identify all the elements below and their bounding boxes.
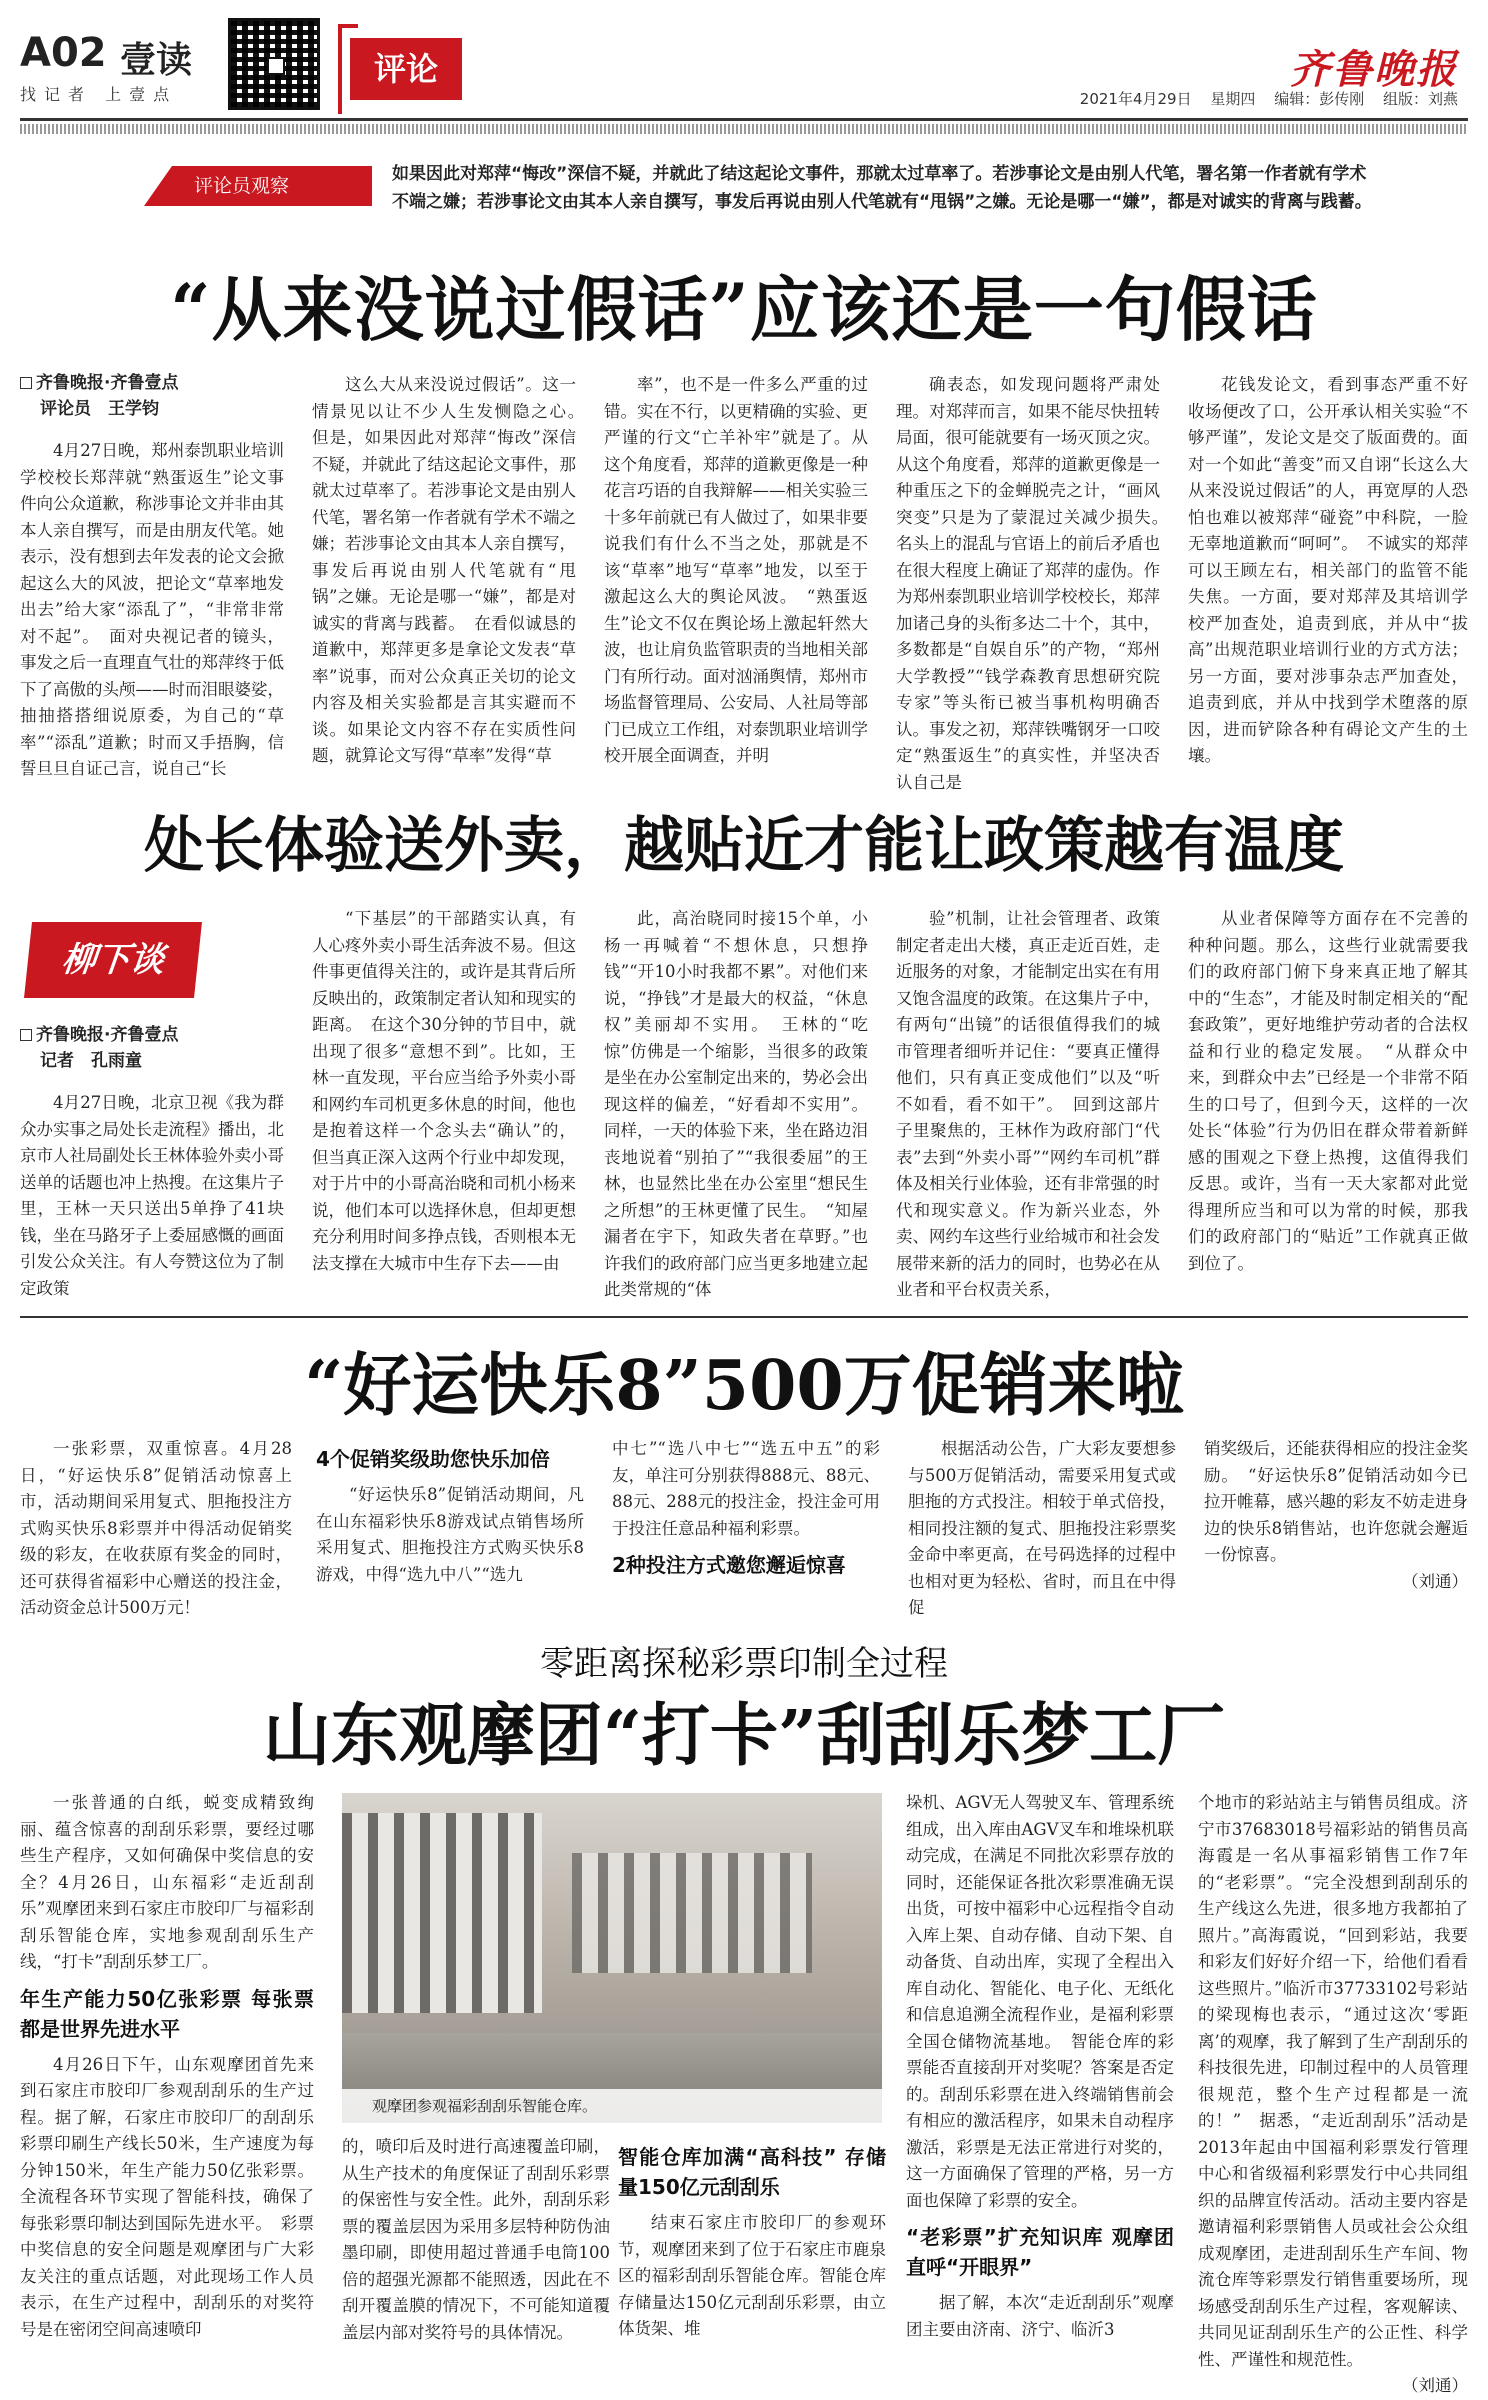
paragraph: 结束石家庄市胶印厂的参观环节，观摩团来到了位于石家庄市鹿泉区的福彩刮刮乐智能仓库。智能仓库存储量达150亿元刮刮乐彩票，由立体货架、堆 [618, 2213, 886, 2338]
byline-outlet: 齐鲁晚报·齐鲁壹点 [36, 1025, 179, 1045]
page-number: A02 [20, 30, 107, 76]
paragraph: 确表态，如发现问题将严肃处理。对郑萍而言，如果不能尽快扭转局面，很可能就要有一场灭顶之灾。从这个角度看，郑萍的道歉更像是一种重压之下的金蝉脱壳之计，“画风突变”只是为了蒙混过关减少损失。 名头上的混乱与官语上的前后矛盾也在很大程度上确证了郑萍的虚伪。作为郑州泰凯职业培训学校校长，郑萍加诸己身的头衔多达二十个，其中，多数都是“自娱自乐”的产物，“郑州大学教授”“钱学森教育思想研究院专家”等头衔已被当事机构明确否认。事发之初，郑萍铁嘴钢牙一口咬定“熟蛋返生”的真实性，并坚决否认自己是 [896, 375, 1177, 792]
article3-col-1 [20, 1436, 292, 1616]
article2-col-1 [20, 1090, 284, 1306]
article2-title: 处长体验送外卖，越贴近才能让政策越有温度 [144, 811, 1344, 881]
paragraph: 4月27日晚，郑州泰凯职业培训学校校长郑萍就“熟蛋返生”论文事件向公众道歉，称涉事论文并非由其本人亲自撰写，而是由朋友代笔。她表示，没有想到去年发表的论文会掀起这么大的风波，把论文“草率地发出去”给大家“添乱了”，“非常非常对不起”。 面对央视记者的镜头，事发之后一直理直气壮的郑萍终于低下了高傲的头颅——时而泪眼婆娑，抽抽搭搭细说原委，为自己的“草率”“添乱”道歉；时而又手捂胸，信誓旦旦自证己言，说自己“长 [20, 441, 284, 778]
paragraph: 从业者保障等方面存在不完善的种种问题。那么，这些行业就需要我们的政府部门俯下身来真正地了解其中的“生态”，才能及时制定相关的“配套政策”，更好地维护劳动者的合法权益和行业的稳定发展。 “从群众中来，到群众中去”已经是一个非常不陌生的口号了，但到今天，这样的一次处长“体验”行为仍旧在群众带着新鲜感的围观之下登上热搜，这值得我们反思。或许，当有一天大家都对此觉得理所应当和可以为常的时候，那我们的政府部门的“贴近”工作就真正做到位了。 [1188, 909, 1468, 1273]
paragraph: 4月26日下午，山东观摩团首先来到石家庄市胶印厂参观刮刮乐的生产过程。据了解，石家庄市胶印厂的刮刮乐彩票印刷生产线长50米，生产速度为每分钟150米，年生产能力50亿张彩票。全流程各环节实现了智能科技，确保了每张彩票印制达到国际先进水平。 彩票中奖信息的安全问题是观摩团与广大彩友关注的重点话题，对此现场工作人员表示，在生产过程中，刮刮乐的对奖符号是在密闭空间高速喷印 [20, 2054, 314, 2339]
article3-col-5 [1204, 1436, 1468, 1616]
column-tag: 柳下谈 [24, 922, 202, 998]
article1-col-2 [312, 372, 593, 778]
paragraph: 花钱发论文，看到事态严重不好收场便改了口，公开承认相关实验“不够严谨”，发论文是交了版面费的。面对一个如此“善变”而又自诩“长这么大从来没说过假话”的人，再宽厚的人恐怕也难以被郑萍“碰瓷”中科院，一脸无辜地道歉而“呵呵”。 不诚实的郑萍可以王顾左右，相关部门的监管不能失焦。一方面，要对郑萍及其培训学校严加查处，追责到底，并从中“拔高”出规范职业培训行业的方式方法；另一方面，要对涉事杂志严加查处，追责到底，并从中找到学术堕落的原因，进而铲除各种有碍论文产生的土壤。 [1188, 375, 1468, 765]
article3-col-4 [908, 1436, 1176, 1616]
newspaper-logo: 齐鲁晚报 [1290, 46, 1458, 93]
article3-subhead-2: 2种投注方式邀您邂逅惊喜 [612, 1553, 846, 1577]
paragraph: 根据活动公告，广大彩友要想参与500万促销活动，需要采用复式或胆拖的方式投注。相较于单式倍投，相同投注额的复式、胆拖投注彩票奖金命中率更高，在号码选择的过程中也相对更为轻松、省时，而且在中得促 [908, 1439, 1176, 1617]
paragraph: 4月27日晚，北京卫视《我为群众办实事之局处长走流程》播出，北京市人社局副处长王林体验外卖小哥送单的话题也冲上热搜。在这集片子里，王林一天只送出5单挣了41块钱，坐在马路牙子上委屈感慨的画面引发公众关注。有人夸赞这位为了制定政策 [20, 1093, 284, 1298]
issue-meta [1066, 88, 1458, 109]
article4-subtitle: 零距离探秘彩票印制全过程 [540, 1644, 948, 1684]
byline-author: 评论员 王学钧 [40, 399, 159, 419]
paragraph: 垛机、AGV无人驾驶叉车、管理系统组成，出入库由AGV叉车和堆垛机联动完成，在满足不同批次彩票存放的同时，还能保证各批次彩票准确无误出货，可按中福彩中心远程指令自动入库上架、自动存储、自动下架、自动备货、自动出库，实现了全程出入库自动化、智能化、电子化、无纸化和信息追溯全流程作业，是福利彩票全国仓储物流基地。 智能仓库的彩票能否直接刮开对奖呢？答案是否定的。刮刮乐彩票在进入终端销售前会有相应的激活程序，如果未自动程序激活，彩票是无法正常进行对奖的，这一方面确保了管理的严格，另一方面也保障了彩票的安全。 [906, 1793, 1175, 2210]
issue-date: 2021年4月29日 [1079, 90, 1192, 108]
section-name: 壹读 [120, 40, 193, 81]
issue-weekday: 星期四 [1210, 90, 1256, 108]
box-icon [20, 1029, 32, 1041]
article1-title: “从来没说过假话”应该还是一句假话 [170, 268, 1318, 351]
article1-col-3 [604, 372, 868, 778]
paragraph: 验”机制，让社会管理者、政策制定者走出大楼，真正走近百姓，走近服务的对象，才能制定出实在有用又饱含温度的政策。在这集片子中，有两句“出镜”的话很值得我们的城市管理者细听并记住：“要真正懂得他们，只有真正变成他们”以及“听不如看，看不如干”。 回到这部片子里聚焦的，王林作为政府部门“代表”去到“外卖小哥”“网约车司机”群体及相关行业体验，还有非常强的时代和现实意义。作为新兴业态，外卖、网约车这些行业给城市和社会发展带来新的活力的同时，也势必在从业者和平台权责关系， [896, 909, 1160, 1299]
article4-col-3 [618, 2134, 886, 2385]
article2-col-2 [312, 906, 576, 1306]
header-rule [20, 118, 1468, 121]
photo-shelf [572, 1853, 812, 1973]
article1-col-4 [896, 372, 1177, 792]
article1-lead: 如果因此对郑萍“悔改”深信不疑，并就此了结这起论文事件，那就太过草率了。若涉事论文是由别人代笔，署名第一作者就有学术不端之嫌；若涉事论文由其本人亲自撰写，事发后再说由别人代笔就有“甩锅”之嫌。无论是哪一“嫌”，都是对诚实的背离与践蓄。 [392, 164, 1372, 212]
paragraph: “好运快乐8”促销活动期间，凡在山东福彩快乐8游戏试点销售场所采用复式、胆拖投注方式购买快乐8游戏，中得“选九中八”“选九 [316, 1485, 584, 1584]
box-icon [20, 377, 32, 389]
article4-subhead-1: 年生产能力50亿张彩票 每张票都是世界先进水平 [20, 1986, 314, 2041]
article1-col-1 [20, 438, 284, 778]
article3-title: “好运快乐8”500万促销来啦 [304, 1346, 1184, 1426]
warehouse-photo [342, 1793, 882, 2123]
paragraph: 一张普通的白纸，蜕变成精致绚丽、蕴含惊喜的刮刮乐彩票，要经过哪些生产程序，又如何确保中奖信息的安全？4月26日，山东福彩“走近刮刮乐”观摩团来到石家庄市胶印厂与福彩刮刮乐智能仓库，实地参观刮刮乐生产线，“打卡”刮刮乐梦工厂。 [20, 1793, 314, 1971]
article1-byline [20, 370, 270, 422]
qr-code-icon[interactable] [228, 18, 320, 110]
paragraph: 个地市的彩站站主与销售员组成。济宁市37683018号福彩站的销售员高海霞是一名从事福彩销售工作7年的“老彩票”。“完全没想到刮刮乐的生产线这么先进，很多地方我都拍了照片。”高海霞说，“回到彩站，我要和彩友们好好介绍一下，给他们看看这些照片。”临沂市37733102号彩站的梁现梅也表示，“通过这次‘零距离’的观摩，我了解到了生产刮刮乐的科技很先进，印制过程中的人员管理很规范，整个生产过程都是一流的！” 据悉，“走近刮刮乐”活动是2013年起由中国福利彩票发行管理中心和省级福利彩票发行中心共同组织的品牌宣传活动。活动主要内容是邀请福利彩票销售人员或社会公众组成观摩团，走进刮刮乐生产车间、物流仓库等彩票发行销售重要场所，现场感受刮刮乐生产过程，客观解读、共同见证刮刮乐生产的公正性、科学性、严谨性和规范性。 [1198, 1793, 1468, 2369]
article4-col-5 [1198, 1790, 1468, 2395]
article2-col-4 [896, 906, 1160, 1306]
section-tag: 评论 [350, 38, 462, 100]
article4-subhead-3: “老彩票”扩充知识库 观摩团直呼“开眼界” [906, 2225, 1174, 2279]
commentary-tag: 评论员观察 [172, 166, 372, 206]
article4-col-4 [906, 1790, 1174, 2385]
article3-col-2 [316, 1436, 584, 1616]
article2-col-5 [1188, 906, 1468, 1306]
photo-caption: 观摩团参观福彩刮刮乐智能仓库。 [342, 2089, 882, 2123]
paragraph: 一张彩票，双重惊喜。4月28日，“好运快乐8”促销活动惊喜上市，活动期间采用复式、胆拖投注方式购买快乐8彩票并中得活动促销奖级的彩友，在收获原有奖金的同时，还可获得省福彩中心赠送的投注金，活动资金总计500万元！ [20, 1439, 292, 1617]
article4-subhead-2: 智能仓库加满“高科技” 存储量150亿元刮刮乐 [618, 2145, 886, 2199]
article3-author: （刘通） [1402, 1571, 1468, 1591]
paragraph: 此，高治晓同时接15个单，小杨一再喊着“不想休息，只想挣钱”“开10小时我都不累”。对他们来说，“挣钱”才是最大的权益，“休息权”美丽却不实用。 王林的“吃惊”仿佛是一个缩影，当很多的政策是坐在办公室制定出来的，势必会出现这样的偏差，“好看却不实用”。同样，一天的体验下来，坐在路边泪丧地说着“别拍了”“我很委屈”的王林，也显然比坐在办公室里“想民生之所想”的王林更懂了民生。 “知屋漏者在宇下，知政失者在草野。”也许我们的政府部门应当更多地建立起此类常规的“体 [604, 909, 868, 1299]
article4-title: 山东观摩团“打卡”刮刮乐梦工厂 [262, 1696, 1226, 1776]
paragraph: 这么大从来没说过假话”。这一情景见以让不少人生发恻隐之心。 但是，如果因此对郑萍“悔改”深信不疑，并就此了结这起论文事件，那就太过草率了。若涉事论文是由别人代笔，署名第一作者就有学术不端之嫌；若涉事论文由其本人亲自撰写，事发后再说由别人代笔就有“甩锅”之嫌。无论是哪一“嫌”，都是对诚实的背离与践蓄。 在看似诚恳的道歉中，郑萍更多是拿论文发表“草率”说事，而对公众真正关切的论文内容及相关实验都是言其实避而不谈。如果论文内容不存在实质性问题，就算论文写得“草率”发得“草 [312, 375, 593, 765]
header-dotted-rule [20, 124, 1468, 134]
slogan: 找记者 上壹点 [20, 85, 178, 104]
article2-byline [20, 1022, 284, 1074]
paragraph: “下基层”的干部踏实认真，有人心疼外卖小哥生活奔波不易。但这件事更值得关注的，或许是其背后所反映出的，政策制定者认知和现实的距离。 在这个30分钟的节目中，就出现了很多“意想不到”。比如，王林一直发现，平台应当给予外卖小哥和网约车司机更多休息的时间，他也是抱着这样一个念头去“确认”的，但当真正深入这两个行业中却发现，对于片中的小哥高治晓和司机小杨来说，他们本可以选择休息，但却更想充分利用时间多挣点钱，否则根本无法支撑在大城市中生存下去——由 [312, 909, 576, 1273]
paragraph: 据了解，本次“走近刮刮乐”观摩团主要由济南、济宁、临沂3 [906, 2293, 1174, 2339]
layout-credit: 组版：刘燕 [1382, 90, 1458, 108]
paragraph: 的，喷印后及时进行高速覆盖印刷，从生产技术的角度保证了刮刮乐彩票的保密性与安全性。此外，刮刮乐彩票的覆盖层因为采用多层特种防伪油墨印刷，即使用超过普通手电筒100倍的超强光源都不能照透，因此在不刮开覆盖膜的情况下，不可能知道覆盖层内部对奖符号的具体情况。 [342, 2137, 610, 2342]
paragraph: 销奖级后，还能获得相应的投注金奖励。 “好运快乐8”促销活动如今已拉开帷幕，感兴趣的彩友不妨走进身边的快乐8销售站，也许您就会邂逅一份惊喜。 [1204, 1439, 1468, 1564]
editor-credit: 编辑：彭传刚 [1274, 90, 1365, 108]
paragraph: 中七”“选八中七”“选五中五”的彩友，单注可分别获得888元、88元、88元、288元的投注金，投注金可用于投注任意品种福利彩票。 [612, 1439, 880, 1538]
article3-col-3 [612, 1436, 880, 1616]
section-divider [20, 1316, 1468, 1318]
article2-col-3 [604, 906, 868, 1306]
paragraph: 率”，也不是一件多么严重的过错。实在不行，以更精确的实验、更严谨的行文“亡羊补牢”就是了。从这个角度看，郑萍的道歉更像是一种花言巧语的自我辩解——相关实验三十多年前就已有人做过了，如果非要说我们有什么不当之处，那就是不该“草率”地写“草率”地发，以至于激起这么大的舆论风波。 “熟蛋返生”论文不仅在舆论场上激起轩然大波，也让肩负监管职责的当地相关部门有所行动。面对汹涌舆情，郑州市场监督管理局、公安局、人社局等部门已成立工作组，对泰凯职业培训学校开展全面调查，并明 [604, 375, 868, 765]
byline-author: 记者 孔雨童 [40, 1051, 142, 1071]
article4-author: （刘通） [1402, 2376, 1468, 2395]
article1-col-5 [1188, 372, 1468, 778]
photo-shelf [342, 1813, 542, 2013]
article4-col-2 [342, 2134, 610, 2385]
article4-col-1 [20, 1790, 314, 2385]
article3-subhead-1: 4个促销奖级助您快乐加倍 [316, 1447, 550, 1471]
byline-outlet: 齐鲁晚报·齐鲁壹点 [36, 373, 179, 393]
